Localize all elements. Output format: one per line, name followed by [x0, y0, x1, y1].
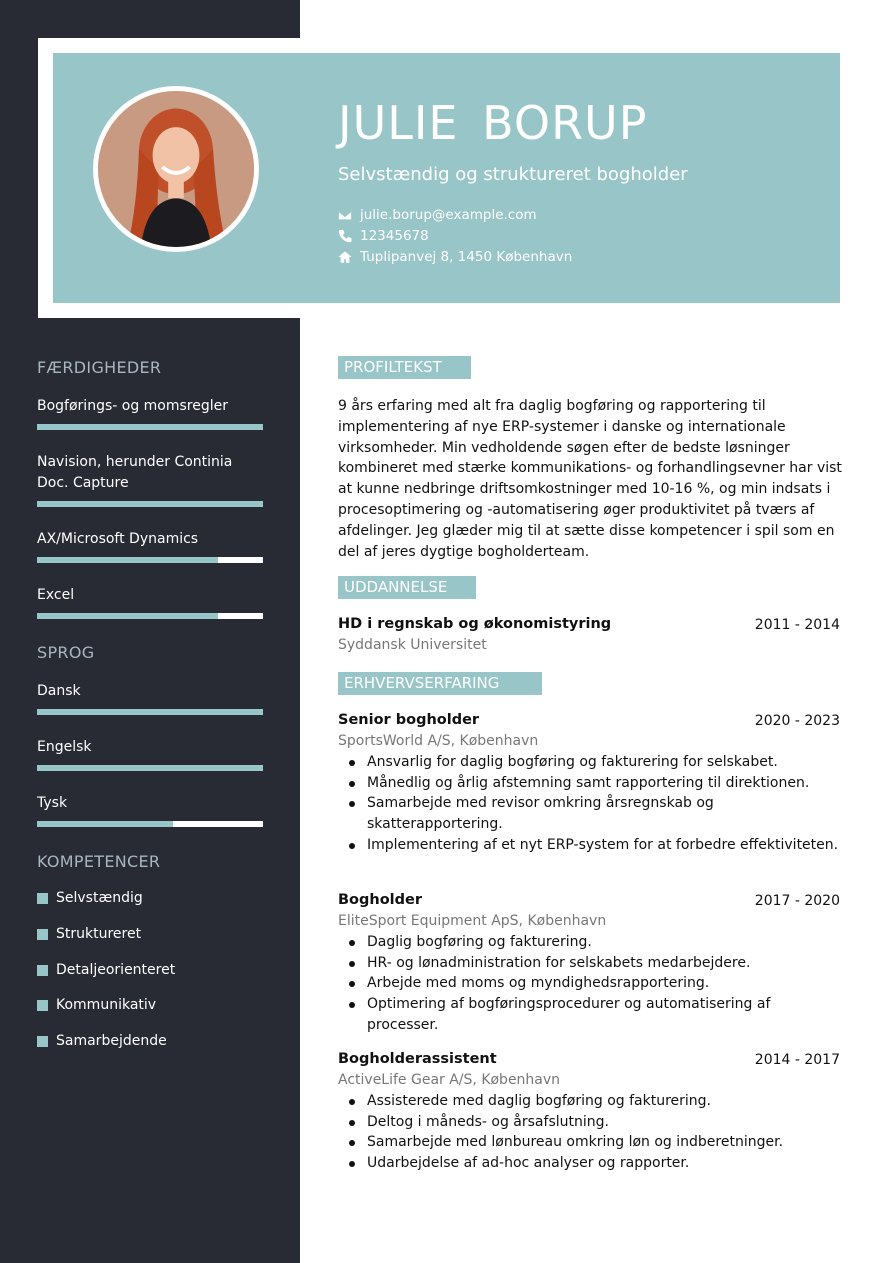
language-bar: [37, 765, 263, 771]
contact-email-text: julie.borup@example.com: [360, 206, 537, 223]
list-item: Optimering af bogføringsprocedurer og automatisering af processer.: [338, 994, 843, 1035]
skill-bar: [37, 424, 263, 430]
contact-address-text: Tuplipanvej 8, 1450 København: [360, 248, 573, 265]
contact-list: [338, 204, 572, 267]
list-item: Samarbejde med lønbureau omkring løn og indberetninger.: [338, 1132, 843, 1153]
experience-heading: ERHVERVSERFARING: [338, 672, 542, 695]
skill-bar: [37, 501, 263, 507]
language-label: Engelsk: [37, 739, 92, 755]
square-bullet-icon: [37, 965, 48, 976]
language-label: Tysk: [37, 795, 68, 811]
profile-photo: [93, 86, 259, 252]
phone-icon: [338, 229, 352, 243]
home-icon: [338, 250, 352, 264]
job-title-entry: Bogholder: [338, 892, 423, 908]
skill-bar: [37, 557, 263, 563]
list-item: Månedlig og årlig afstemning samt rapportering til direktionen.: [338, 773, 843, 794]
competence-label: Struktureret: [56, 926, 142, 942]
list-item: Assisterede med daglig bogføring og fakturering.: [338, 1091, 843, 1112]
profile-photo-image: [98, 91, 254, 247]
skill-bar-fill: [37, 501, 263, 507]
competence-label: Selvstændig: [56, 890, 143, 906]
education-heading: UDDANNELSE: [338, 576, 476, 599]
job-employer: ActiveLife Gear A/S, København: [338, 1072, 561, 1088]
competence-label: Samarbejdende: [56, 1033, 167, 1049]
envelope-icon: [338, 208, 352, 222]
skill-label: Navision, herunder Continia Doc. Capture: [37, 454, 233, 491]
competence-label: Kommunikativ: [56, 997, 157, 1013]
skill-label: AX/Microsoft Dynamics: [37, 531, 199, 547]
contact-email: [338, 204, 572, 225]
skill-bar: [37, 613, 263, 619]
competence-item: [37, 1033, 167, 1049]
language-bar-fill: [37, 765, 263, 771]
skill-bar-fill: [37, 424, 263, 430]
list-item: HR- og lønadministration for selskabets medarbejdere.: [338, 953, 843, 974]
skill-bar-fill: [37, 557, 218, 563]
profile-heading: PROFILTEKST: [338, 356, 471, 379]
profile-text: 9 års erfaring med alt fra daglig bogføring og rapportering til implementering af nye ERP-systemer i danske og internationale virksomheder. Min vedholdende søgen efter de bedste løsninger kombineret med stærke kommunikations- og forhandlingsevner har vist at kunne nedbringe driftsomkostninger med 10-16 %, og min indsats i procesoptimering og -automatisering øger produktivitet på tværs af afdelinger. Jeg glæder mig til at sætte disse kompetencer i spil som en del af jeres dygtige bogholderteam.: [338, 398, 842, 560]
competence-item: [37, 926, 141, 942]
language-bar: [37, 821, 263, 827]
language-bar: [37, 709, 263, 715]
job-bullets: [338, 1091, 843, 1174]
job-dates: 2017 - 2020: [754, 893, 840, 909]
skill-bar-fill: [37, 613, 218, 619]
competence-item: [37, 962, 175, 978]
contact-phone-text: 12345678: [360, 227, 429, 244]
list-item: Udarbejdelse af ad-hoc analyser og rapporter.: [338, 1153, 843, 1174]
competence-label: Detaljeorienteret: [56, 962, 176, 978]
square-bullet-icon: [37, 1036, 48, 1047]
list-item: Samarbejde med revisor omkring årsregnskab og skatterapportering.: [338, 793, 843, 834]
skill-label: Bogførings- og momsregler: [37, 398, 228, 414]
language-bar-fill: [37, 709, 263, 715]
job-employer: EliteSport Equipment ApS, København: [338, 913, 607, 929]
square-bullet-icon: [37, 1000, 48, 1011]
job-dates: 2014 - 2017: [754, 1052, 840, 1068]
skills-heading: FÆRDIGHEDER: [37, 358, 162, 377]
square-bullet-icon: [37, 929, 48, 940]
job-title: Selvstændig og struktureret bogholder: [338, 164, 688, 185]
list-item: Ansvarlig for daglig bogføring og fakturering for selskabet.: [338, 752, 843, 773]
job-title-entry: Senior bogholder: [338, 712, 480, 728]
languages-heading: SPROG: [37, 643, 95, 662]
list-item: Daglig bogføring og fakturering.: [338, 932, 843, 953]
education-dates: 2011 - 2014: [754, 617, 840, 633]
education-title: HD i regnskab og økonomistyring: [338, 616, 612, 632]
list-item: Implementering af et nyt ERP-system for at forbedre effektiviteten.: [338, 835, 843, 856]
job-employer: SportsWorld A/S, København: [338, 733, 539, 749]
education-place: Syddansk Universitet: [338, 637, 487, 653]
contact-phone: [338, 225, 572, 246]
contact-address: [338, 246, 572, 267]
competence-item: [37, 997, 156, 1013]
job-dates: 2020 - 2023: [754, 713, 840, 729]
language-bar-fill: [37, 821, 173, 827]
job-bullets: [338, 932, 843, 1036]
competences-heading: KOMPETENCER: [37, 852, 161, 871]
list-item: Deltog i måneds- og årsafslutning.: [338, 1112, 843, 1133]
full-name: JULIE BORUP: [338, 96, 648, 150]
job-bullets: [338, 752, 843, 856]
job-title-entry: Bogholderassistent: [338, 1051, 497, 1067]
competence-item: [37, 890, 143, 906]
language-label: Dansk: [37, 683, 81, 699]
skill-label: Excel: [37, 587, 75, 603]
square-bullet-icon: [37, 893, 48, 904]
list-item: Arbejde med moms og myndighedsrapportering.: [338, 973, 843, 994]
